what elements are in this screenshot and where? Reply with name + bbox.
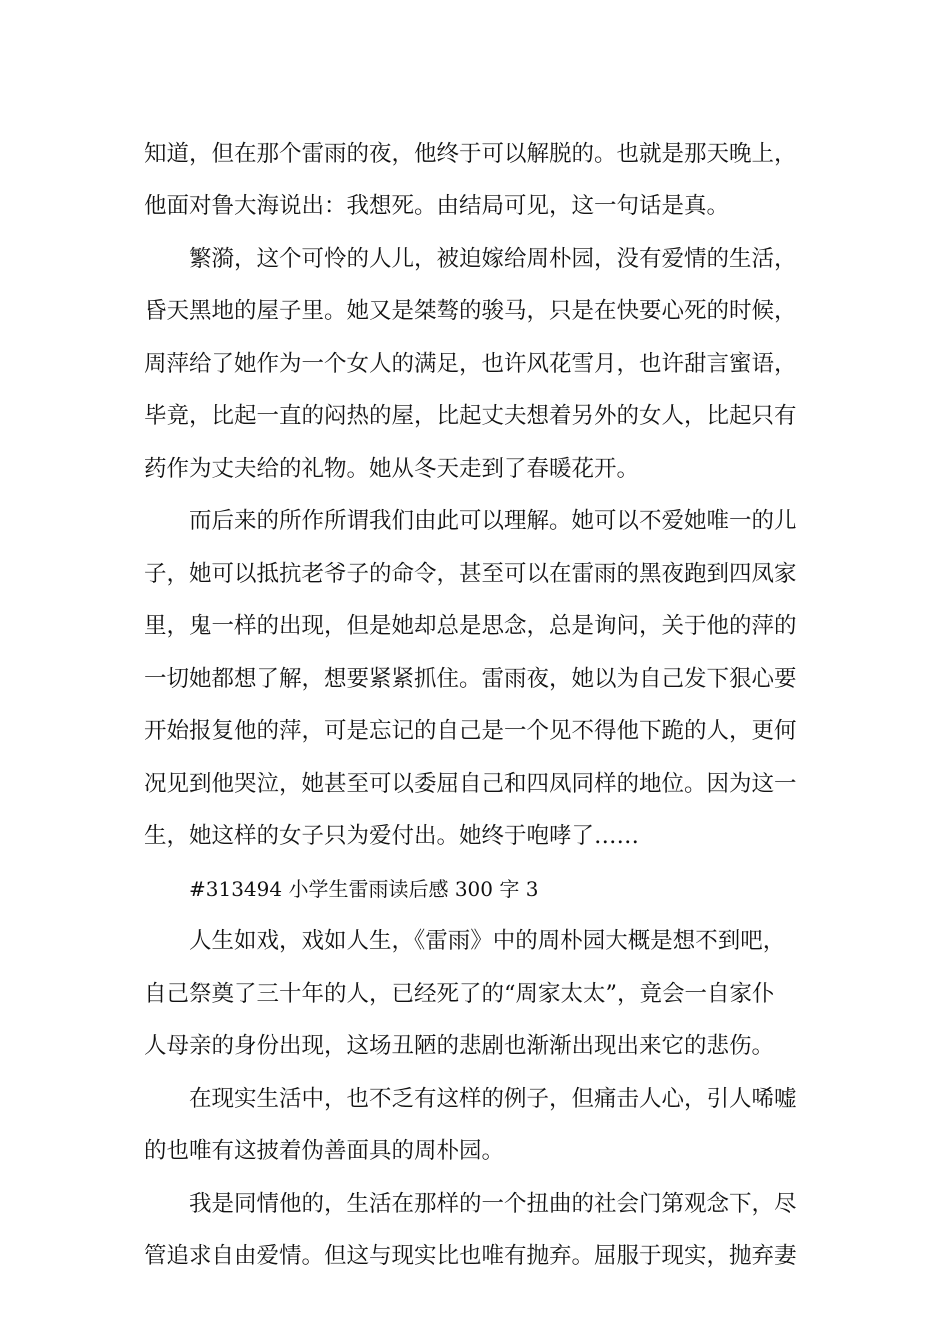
text-line: 的也唯有这披着伪善面具的周朴园。: [144, 1138, 505, 1164]
text-line: 昏天黑地的屋子里。她又是桀骜的骏马，只是在快要心死的时候，: [144, 298, 797, 324]
text-line: 生，她这样的女子只为爱付出。她终于咆哮了……: [144, 823, 640, 849]
section-heading: #313494 小学生雷雨读后感 300 字 3: [189, 877, 539, 901]
paragraph-start-line: 人生如戏，戏如人生，《雷雨》中的周朴园大概是想不到吧，: [189, 928, 786, 954]
paragraph-start-line: 我是同情他的，生活在那样的一个扭曲的社会门第观念下，尽: [189, 1191, 797, 1217]
text-line: 药作为丈夫给的礼物。她从冬天走到了春暖花开。: [144, 456, 640, 482]
text-line: 开始报复他的萍，可是忘记的自己是一个见不得他下跪的人，更何: [144, 718, 797, 744]
text-line: 管追求自由爱情。但这与现实比也唯有抛弃。屈服于现实，抛弃妻: [144, 1243, 797, 1269]
text-line: 自己祭奠了三十年的人，已经死了的“周家太太”，竟会一自家仆: [144, 981, 775, 1007]
text-line: 知道，但在那个雷雨的夜，他终于可以解脱的。也就是那天晚上，: [144, 141, 797, 167]
text-line: 人母亲的身份出现，这场丑陋的悲剧也渐渐出现出来它的悲伤。: [144, 1033, 775, 1059]
paragraph-start-line: 而后来的所作所谓我们由此可以理解。她可以不爱她唯一的儿: [189, 508, 797, 534]
text-line: 毕竟，比起一直的闷热的屋，比起丈夫想着另外的女人，比起只有: [144, 403, 797, 429]
text-line: 一切她都想了解，想要紧紧抓住。雷雨夜，她以为自己发下狠心要: [144, 666, 797, 692]
text-line: 子，她可以抵抗老爷子的命令，甚至可以在雷雨的黑夜跑到四凤家: [144, 561, 797, 587]
text-line: 况见到他哭泣，她甚至可以委屈自己和四凤同样的地位。因为这一: [144, 771, 797, 797]
text-line: 周萍给了她作为一个女人的满足，也许风花雪月，也许甜言蜜语，: [144, 351, 797, 377]
text-line: 里，鬼一样的出现，但是她却总是思念，总是询问，关于他的萍的: [144, 613, 797, 639]
paragraph-start-line: 在现实生活中，也不乏有这样的例子，但痛击人心，引人唏嘘: [189, 1086, 797, 1112]
text-line: 他面对鲁大海说出：我想死。由结局可见，这一句话是真。: [144, 193, 730, 219]
paragraph-start-line: 繁漪，这个可怜的人儿，被迫嫁给周朴园，没有爱情的生活，: [189, 246, 797, 272]
